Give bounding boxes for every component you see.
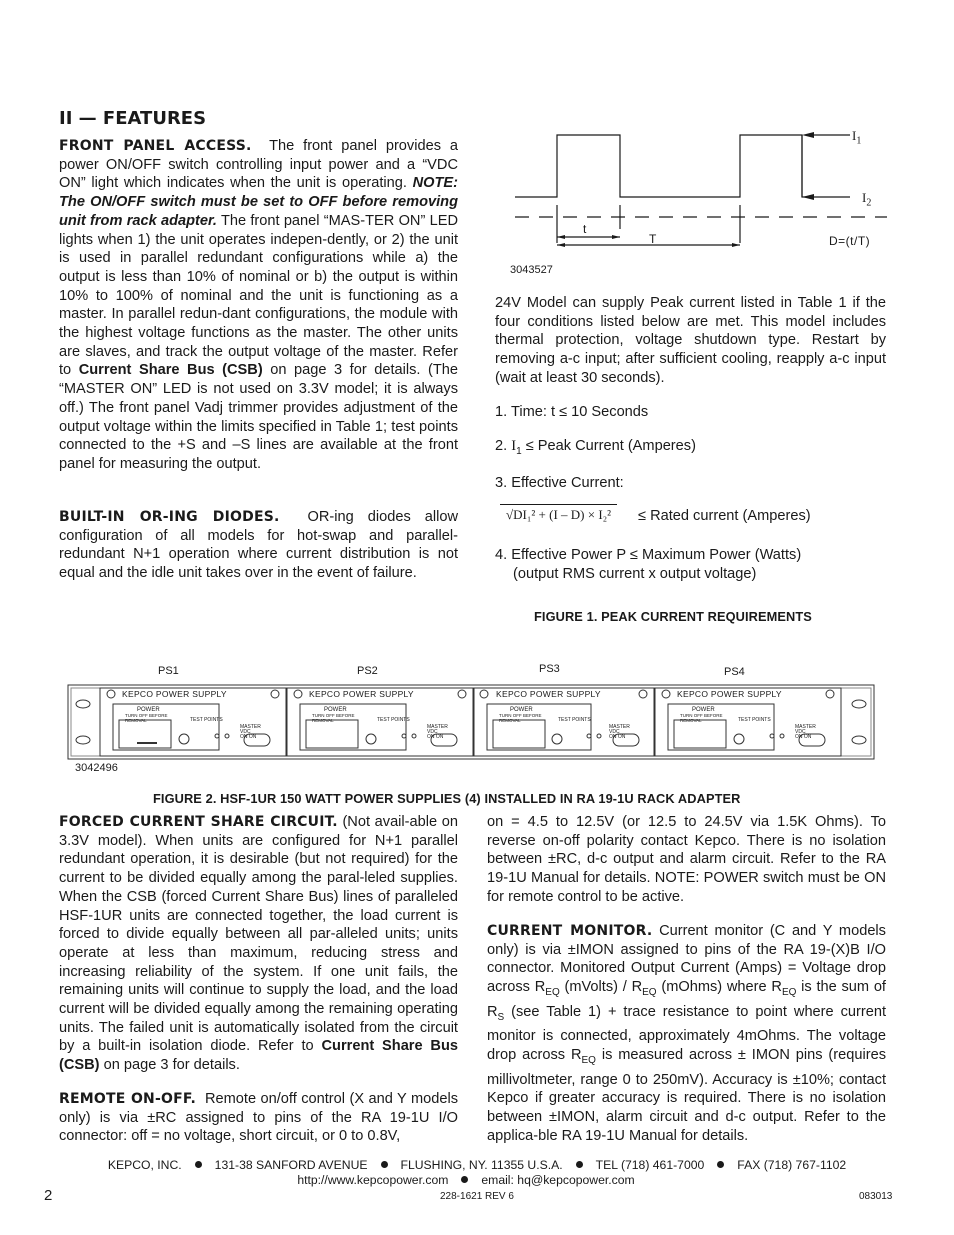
unit4-turn-off: TURN OFF BEFORE REMOVAL [680, 713, 723, 723]
document-date: 083013 [859, 1191, 893, 1202]
bullet-icon [576, 1161, 583, 1168]
unit1-test-points: TEST POINTS [190, 717, 223, 723]
effective-current-formula: √DI₁² + (I – D) × I₂² [500, 504, 617, 523]
ps2-label: PS2 [357, 665, 378, 677]
front-panel-paragraph: FRONT PANEL ACCESS. The front panel provides a power ON/OFF switch controlling input power and a “VDC ON” light which indicates when the unit is operating. NOTE: The ON/OFF switch must be set to OFF before removing unit from rack adapter. The front panel “MAS-TER ON” LED lights when 1) the unit operates indepen-dently, or 2) the unit is used in parallel redundant configurations while a) the output is less than 10% of nominal or b) the output is within 10% to 100% of nominal and the unit is functioning as a master. In parallel redun-dant configurations, the module with the highest voltage functions as the master. The other units are slaves, and track the output voltage of the master. Refer to Current Share Bus (CSB) on page 3 for details. (The “MASTER ON” LED is not used on 3.3V model; it is always off.) The front panel Vadj trimmer provides adjustment of the output voltage within the limits specified in Table 1; test points connected to the +S and –S lines are available at the front panel for measuring the output. [59, 138, 458, 472]
remote-heading: REMOTE ON-OFF. [59, 1091, 197, 1107]
bullet-icon [717, 1161, 724, 1168]
unit2-title: KEPCO POWER SUPPLY [309, 689, 414, 699]
t-label: t [583, 222, 587, 236]
unit4-power-label: POWER [692, 707, 715, 713]
bullet-icon [381, 1161, 388, 1168]
ps1-label: PS1 [158, 665, 179, 677]
duty-cycle-label: D=(t/T) [829, 234, 871, 248]
figure2-caption: FIGURE 2. HSF-1UR 150 WATT POWER SUPPLIES (4) INSTALLED IN RA 19-1U RACK ADAPTER [153, 791, 741, 806]
ps4-label: PS4 [724, 666, 745, 678]
figure2-id: 3042496 [75, 762, 118, 774]
csb-reference: Current Share Bus (CSB) [78, 362, 263, 379]
unit1-turn-off: TURN OFF BEFORE REMOVAL [125, 713, 168, 723]
website-link[interactable]: http://www.kepcopower.com [297, 1173, 449, 1187]
peak-current-waveform [505, 125, 895, 275]
rated-current-text: ≤ Rated current (Amperes) [638, 508, 811, 524]
ps3-label: PS3 [539, 663, 560, 675]
current-monitor-heading: CURRENT MONITOR. [487, 923, 653, 939]
or-ing-paragraph: BUILT-IN OR-ING DIODES. OR-ing diodes allow configuration of all models for hot-swap and parallel-redundant N+1 operation where current distribution is not equal and the idle unit takes over in the event of failure. [59, 509, 458, 582]
unit3-test-points: TEST POINTS [558, 717, 591, 723]
unit4-master-vdc: MASTER VDC ON ON [795, 724, 816, 740]
forced-share-heading: FORCED CURRENT SHARE CIRCUIT. [59, 814, 338, 830]
remote-paragraph: REMOTE ON-OFF. Remote on/off control (X and Y models only) is via ±RC assigned to pins of the RA 19-1U I/O connector: off = no voltage, short circuit, or 0 to 0.8V, [59, 1091, 458, 1145]
unit2-test-points: TEST POINTS [377, 717, 410, 723]
unit4-test-points: TEST POINTS [738, 717, 771, 723]
unit3-power-label: POWER [510, 707, 533, 713]
current-monitor-paragraph: CURRENT MONITOR. Current monitor (C and Y models only) is via ±IMON assigned to pins of the RA 19-(X)B I/O connector. Monitored Output Current (Amps) = Voltage drop across $R_{EQ}$ (mVolts) / $R_{EQ}$ (mOhms) where $R_{EQ}$ is the sum of $R_S$ (see Table 1) + trace resistance to point where current monitor is connected, approximately 4mOhms. The voltage drop across $R_{EQ}$ is measured across ± IMON pins (requires millivoltmeter, range 0 to 250mV). Accuracy is ±10%; contact Kepco if greater accuracy is required. There is no isolation between ±IMON, alarm circuit and d-c output. Refer to the applica-ble RA 19-1U Manual for details. [487, 923, 886, 1144]
unit2-power-label: POWER [324, 707, 347, 713]
footer-address-line: KEPCO, INC. 131-38 SANFORD AVENUE FLUSHING, NY. 11355 U.S.A. TEL (718) 461-7000 FAX (718) 767-1102 [107, 1158, 847, 1172]
period-label: T [649, 232, 657, 246]
unit3-title: KEPCO POWER SUPPLY [496, 689, 601, 699]
i2-label: $I_2$ [862, 190, 872, 209]
condition-time: 1. Time: t ≤ 10 Seconds [495, 404, 649, 420]
condition-power-detail: (output RMS current x output voltage) [513, 566, 757, 582]
condition-peak: 2. $I_1$ ≤ Peak Current (Amperes) [495, 438, 696, 457]
figure1-caption: FIGURE 1. PEAK CURRENT REQUIREMENTS [534, 609, 812, 624]
unit2-turn-off: TURN OFF BEFORE REMOVAL [312, 713, 355, 723]
forced-share-paragraph: FORCED CURRENT SHARE CIRCUIT. (Not avail-able on 3.3V model). When units are configured for N+1 parallel redundant operation, it is desirable (but not required) for the current to be divided equally among the paral-leled supplies. When the CSB (forced Current Share Bus) lines of paralleled HSF-1UR units are connected together, the load current is forced to divide equally between all par-alleled units; units operate at less than maximum, reducing stress and increasing reliability of the system. If one unit fails, the remaining units will continue to supply the load, and the load current will be divided equally among the remaining operating units. The failed unit is automatically isolated from the circuit by a built-in isolation diode. Refer to Current Share Bus (CSB) on page 3 for details. [59, 814, 459, 1074]
or-ing-heading: BUILT-IN OR-ING DIODES. [59, 509, 280, 525]
bullet-icon [195, 1161, 202, 1168]
pulse-waveform [515, 135, 812, 197]
email-link[interactable]: email: hq@kepcopower.com [481, 1173, 635, 1187]
csb-reference-2: Current Share Bus (CSB) [59, 1038, 459, 1074]
page-number: 2 [44, 1187, 53, 1204]
bullet-icon [461, 1176, 468, 1183]
figure1-id: 3043527 [510, 264, 553, 276]
front-panel-note: NOTE: The ON/OFF switch must be set to OFF before removing unit from rack adapter. [59, 175, 458, 229]
section-title: II — FEATURES [59, 108, 207, 129]
unit3-master-vdc: MASTER VDC ON ON [609, 724, 630, 740]
unit1-power-label: POWER [137, 707, 160, 713]
condition-effective-current: 3. Effective Current: [495, 475, 624, 491]
unit1-title: KEPCO POWER SUPPLY [122, 689, 227, 699]
unit1-master-vdc: MASTER VDC ON ON [240, 724, 261, 740]
unit4-title: KEPCO POWER SUPPLY [677, 689, 782, 699]
footer-web-line [0, 1173, 932, 1187]
front-panel-heading: FRONT PANEL ACCESS. [59, 138, 252, 154]
remote-continued: on = 4.5 to 12.5V (or 12.5 to 24.5V via 1.5K Ohms). To reverse on-off polarity contact Kepco. There is no isolation between ±RC, d-c output and alarm circuit. Refer to the RA 19-1U Manual for details. NOTE: POWER switch must be ON for remote control to be active. [487, 814, 886, 905]
unit3-turn-off: TURN OFF BEFORE REMOVAL [499, 713, 542, 723]
condition-power: 4. Effective Power P ≤ Maximum Power (Watts) [495, 547, 802, 563]
i1-label: $I_1$ [852, 128, 862, 147]
document-number: 228-1621 REV 6 [440, 1191, 514, 1202]
peak-current-intro: 24V Model can supply Peak current listed in Table 1 if the four conditions listed below are met. This model includes thermal protection, voltage shutdown type. Restart by removing a-c input; after sufficient cooling, reapply a-c input (wait at least 30 seconds). [495, 295, 886, 386]
unit2-master-vdc: MASTER VDC ON ON [427, 724, 448, 740]
